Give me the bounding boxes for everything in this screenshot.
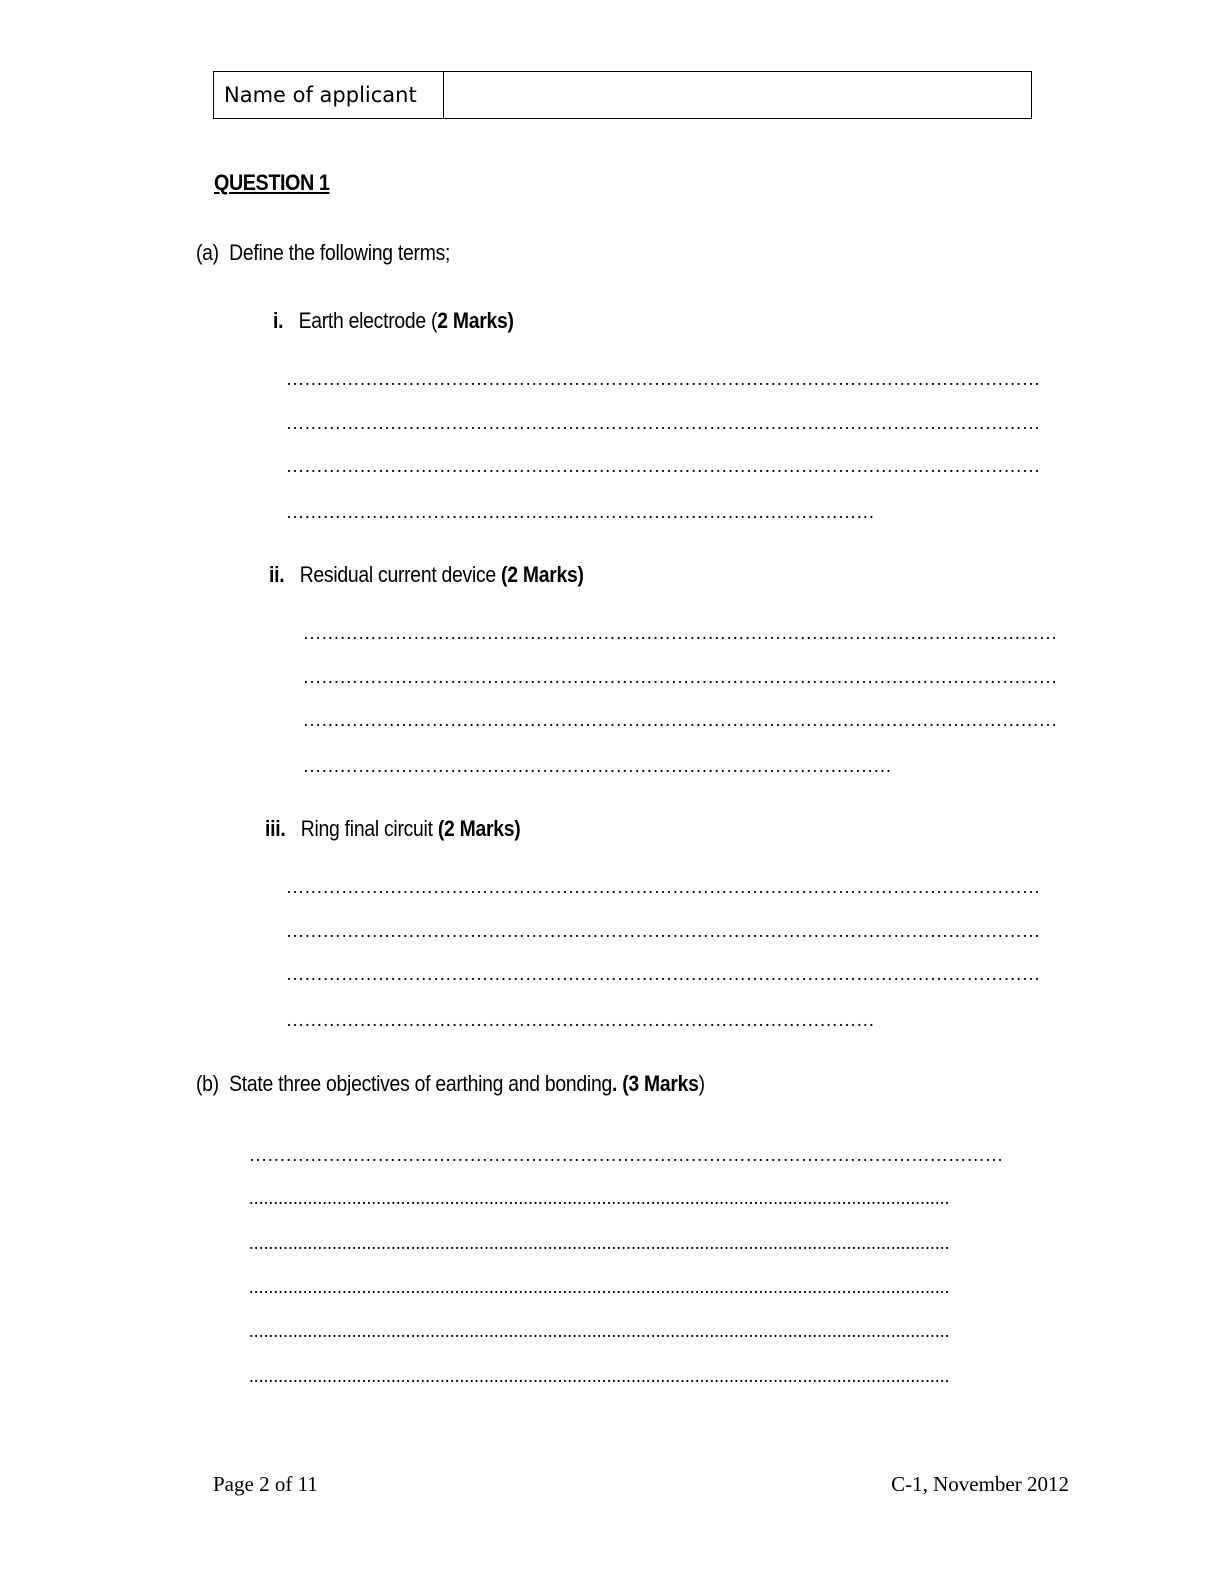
applicant-name-field[interactable] — [444, 72, 1031, 118]
answer-line[interactable]: …………………………………………………………………………………………………………… — [286, 965, 1041, 983]
part-b-label: (b) — [196, 1071, 219, 1096]
answer-line[interactable]: …………………………………………………………………………………………………………… — [286, 878, 1041, 896]
answer-line[interactable]: …………………………………………………………………………………………………………… — [286, 414, 1041, 432]
answer-line[interactable]: …………………………………………………………………………………………………………… — [249, 1146, 1004, 1164]
item-i-number: i. — [273, 308, 284, 333]
answer-line[interactable]: …………………………………………………………………………………………………………… — [303, 624, 1058, 642]
answer-line[interactable]: …………………………………………………………………………………… — [303, 757, 892, 775]
question-title: QUESTION 1 — [214, 170, 330, 195]
part-a-label: (a) — [196, 240, 219, 265]
item-iii — [265, 816, 520, 842]
answer-line[interactable]: ............................................................................................................................................... — [249, 1367, 950, 1385]
answer-line[interactable]: …………………………………………………………………………………………………………… — [286, 457, 1041, 475]
footer-page-number: Page 2 of 11 — [213, 1472, 318, 1496]
part-b-marks: (3 Marks — [622, 1071, 699, 1096]
part-b-text: State three objectives of earthing and bonding — [229, 1071, 612, 1096]
part-a — [196, 240, 450, 266]
part-b-marks-end: ) — [698, 1071, 705, 1096]
part-a-text: Define the following terms; — [229, 240, 451, 265]
answer-line[interactable]: ............................................................................................................................................... — [249, 1189, 950, 1207]
answer-line[interactable]: ............................................................................................................................................... — [249, 1278, 950, 1296]
answer-line[interactable]: ............................................................................................................................................... — [249, 1322, 950, 1340]
item-i — [273, 308, 514, 334]
applicant-name-label: Name of applicant — [214, 72, 444, 118]
answer-line[interactable]: ............................................................................................................................................... — [249, 1234, 950, 1252]
item-ii — [269, 562, 584, 588]
item-iii-number: iii. — [265, 816, 286, 841]
answer-line[interactable]: …………………………………………………………………………………………………………… — [286, 922, 1041, 940]
item-ii-marks: (2 Marks) — [501, 562, 584, 587]
item-iii-marks: (2 Marks) — [437, 816, 521, 841]
part-b — [196, 1071, 705, 1097]
item-i-marks: 2 Marks) — [437, 308, 514, 333]
applicant-name-table — [213, 71, 1032, 119]
answer-line[interactable]: …………………………………………………………………………………………………………… — [303, 711, 1058, 729]
answer-line[interactable]: …………………………………………………………………………………………………………… — [286, 370, 1041, 388]
item-i-text: Earth electrode ( — [298, 308, 438, 333]
answer-line[interactable]: …………………………………………………………………………………… — [286, 503, 875, 521]
answer-line[interactable]: …………………………………………………………………………………………………………… — [303, 668, 1058, 686]
item-iii-text: Ring final circuit — [300, 816, 438, 841]
footer-exam-code: C-1, November 2012 — [891, 1472, 1069, 1496]
part-b-text-end: . — [611, 1071, 623, 1096]
answer-line[interactable]: …………………………………………………………………………………… — [286, 1011, 875, 1029]
item-ii-text: Residual current device — [299, 562, 502, 587]
item-ii-number: ii. — [269, 562, 285, 587]
